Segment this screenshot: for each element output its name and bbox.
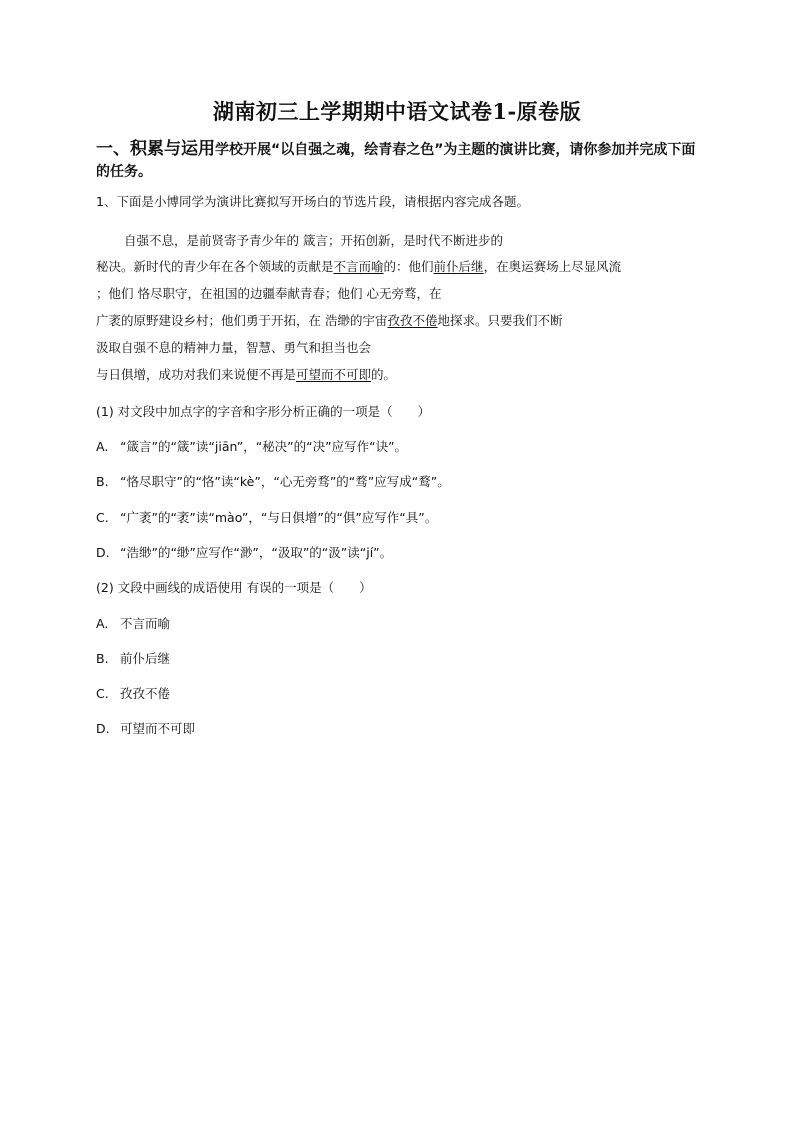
option-label: C. — [96, 686, 109, 701]
option-label: B. — [96, 651, 109, 666]
passage-text: ，在奥运赛场上尽显风流 — [483, 259, 622, 274]
passage-line-4 — [96, 311, 563, 329]
page-title: 湖南初三上学期期中语文试卷1-原卷版 — [212, 99, 582, 124]
sub2-option-b — [96, 649, 170, 667]
passage-line-1: 自强不息，是前贤寄予青少年的 箴言；开拓创新，是时代不断进步的 — [124, 233, 503, 248]
option-text: “恪尽职守”的“恪”读“kè”，“心无旁骛”的“骛”应写成“鹜”。 — [120, 474, 450, 489]
option-text: “箴言”的“箴”读“jiān”，“秘决”的“决”应写作“诀”。 — [120, 439, 408, 454]
passage-text: 广袤的原野建设乡村；他们勇于开拓，在 浩缈的宇宙 — [96, 313, 388, 328]
sub1-option-a — [96, 437, 407, 455]
passage-line-5: 汲取自强不息的精神力量，智慧、勇气和担当也会 — [96, 340, 372, 355]
underlined-idiom: 孜孜不倦 — [387, 313, 438, 328]
sub2-option-d — [96, 719, 195, 737]
sub2-option-c — [96, 684, 170, 702]
sub2-option-a — [96, 614, 170, 632]
sub1-option-b — [96, 472, 450, 490]
option-label: A. — [96, 616, 109, 631]
passage-text: 秘决。新时代的青少年在各个领域的贡献是 — [96, 259, 334, 274]
option-label: C. — [96, 510, 109, 525]
option-label: D. — [96, 721, 110, 736]
option-text: 不言而喻 — [120, 616, 171, 631]
option-text: 可望而不可即 — [120, 721, 196, 736]
sub-question-1-stem: (1) 对文段中加点字的字音和字形分析正确的一项是（ ） — [96, 404, 431, 419]
passage-text: 地探求。只要我们不断 — [437, 313, 563, 328]
section-instructions: 学校开展“以自强之魂，绘青春之色”为主题的演讲比赛，请你参加并完成下面的任务。 — [96, 142, 696, 180]
sub-question-2-stem: (2) 文段中画线的成语使用 有误的一项是（ ） — [96, 580, 372, 595]
section-lead: 一、积累与运用 — [96, 139, 215, 159]
underlined-idiom: 可望而不可即 — [296, 367, 372, 382]
underlined-idiom: 不言而喻 — [333, 259, 384, 274]
option-text: 孜孜不倦 — [120, 686, 171, 701]
passage-text: 与日俱增，成功对我们来说便不再是 — [96, 367, 297, 382]
option-text: “广袤”的“袤”读“mào”，“与日俱增”的“俱”应写作“具”。 — [120, 510, 438, 525]
sub1-option-d — [96, 543, 392, 561]
option-text: “浩缈”的“缈”应写作“渺”，“汲取”的“汲”读“jí”。 — [120, 545, 393, 560]
section-heading — [96, 138, 706, 183]
sub1-option-c — [96, 508, 437, 526]
option-label: D. — [96, 545, 110, 560]
passage-text: 的：他们 — [383, 259, 434, 274]
passage-line-6 — [96, 365, 396, 383]
option-label: B. — [96, 474, 109, 489]
passage-line-2 — [96, 257, 621, 275]
option-text: 前仆后继 — [120, 651, 171, 666]
underlined-idiom: 前仆后继 — [433, 259, 484, 274]
question-1-stem: 1、下面是小博同学为演讲比赛拟写开场白的节选片段，请根据内容完成各题。 — [96, 194, 529, 209]
option-label: A. — [96, 439, 109, 454]
passage-line-3: ；他们 恪尽职守，在祖国的边疆奉献青春；他们 心无旁骛，在 — [96, 286, 442, 301]
passage-text: 的。 — [371, 367, 397, 382]
